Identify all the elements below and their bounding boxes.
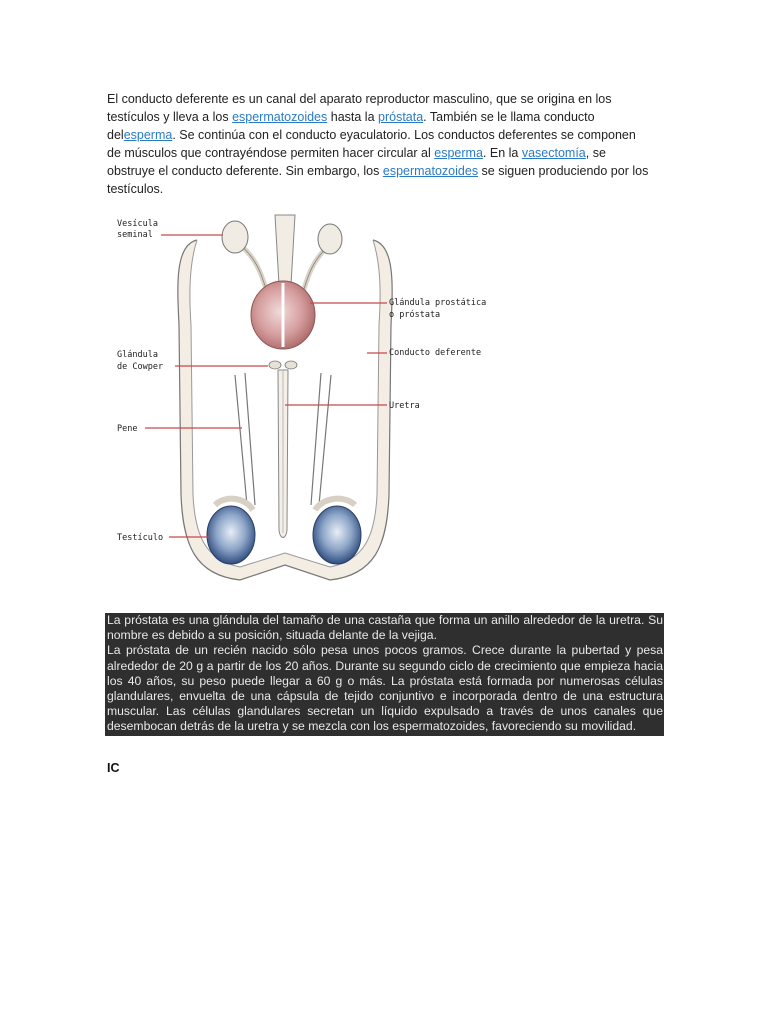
intro-text: . También se le llama conducto del [107, 110, 595, 142]
reproductive-system-illustration [105, 205, 505, 598]
label-cowper: de Cowper [117, 362, 164, 372]
label-conducto-deferente: Conducto deferente [389, 348, 482, 358]
intro-text: hasta la [327, 110, 378, 124]
label-testiculo: Testículo [117, 533, 164, 543]
prostate-paragraph-1: La próstata es una glándula del tamaño de una castaña que forma un anillo alrededor de la uretra. Su nombre es debido a su posición, situada delante de la vejiga. [107, 613, 663, 643]
intro-paragraph [107, 90, 652, 198]
label-prostata: Glándula prostática [389, 298, 487, 308]
label-cowper: Glándula [117, 350, 158, 360]
link-esperma[interactable]: esperma [434, 146, 483, 160]
prostate-paragraph-2: La próstata de un recién nacido sólo pesa unos pocos gramos. Crece durante la pubertad y pesa alrededor de 20 g a partir de los 20 años. Durante su segundo ciclo de crecimiento que empieza hacia los 40 años, su peso puede llegar a 60 g o más. La próstata está formada por numerosas células glandulares, envuelta de una cápsula de tejido conjuntivo e incorporada dentro de una estructura muscular. Las células glandulares secretan un líquido expulsado a través de unos canales que desembocan detrás de la uretra y se mezcla con los espermatozoides, favoreciendo su movilidad. [107, 643, 663, 734]
label-uretra: Uretra [389, 401, 420, 411]
intro-text: . Se continúa con el conducto eyaculatorio. Los conductos deferentes se componen de músculos que contrayéndose permiten hacer circular al [107, 128, 636, 160]
section-label: IC [107, 761, 120, 775]
intro-text: se siguen produciendo por los testículos. [107, 164, 649, 196]
seminal-vesicle-left [222, 221, 248, 253]
testicle-left [207, 506, 255, 564]
intro-text: El conducto deferente es un canal del aparato reproductor masculino, que se origina en los testículos y lleva a los [107, 92, 612, 124]
link-espermatozoides[interactable]: espermatozoides [382, 164, 479, 178]
link-esperma[interactable]: esperma [123, 128, 173, 142]
label-prostata: o próstata [389, 310, 441, 320]
link-vasectomia[interactable]: vasectomía [521, 146, 586, 160]
label-vesicula: Vesícula [117, 219, 158, 229]
intro-text: , se obstruye el conducto deferente. Sin embargo, los [107, 146, 606, 178]
testicle-right [313, 506, 361, 564]
intro-text: . En la [482, 146, 522, 160]
link-prostata[interactable]: próstata [378, 110, 424, 124]
prostate-info-block [105, 613, 664, 736]
link-espermatozoides[interactable]: espermatozoides [232, 110, 328, 124]
label-pene: Pene [117, 424, 138, 434]
cowper-gland-left [269, 361, 281, 369]
seminal-vesicle-right [318, 224, 342, 254]
label-vesicula: seminal [117, 230, 153, 240]
anatomy-diagram [105, 205, 505, 598]
bladder-neck [275, 215, 295, 285]
cowper-gland-right [285, 361, 297, 369]
